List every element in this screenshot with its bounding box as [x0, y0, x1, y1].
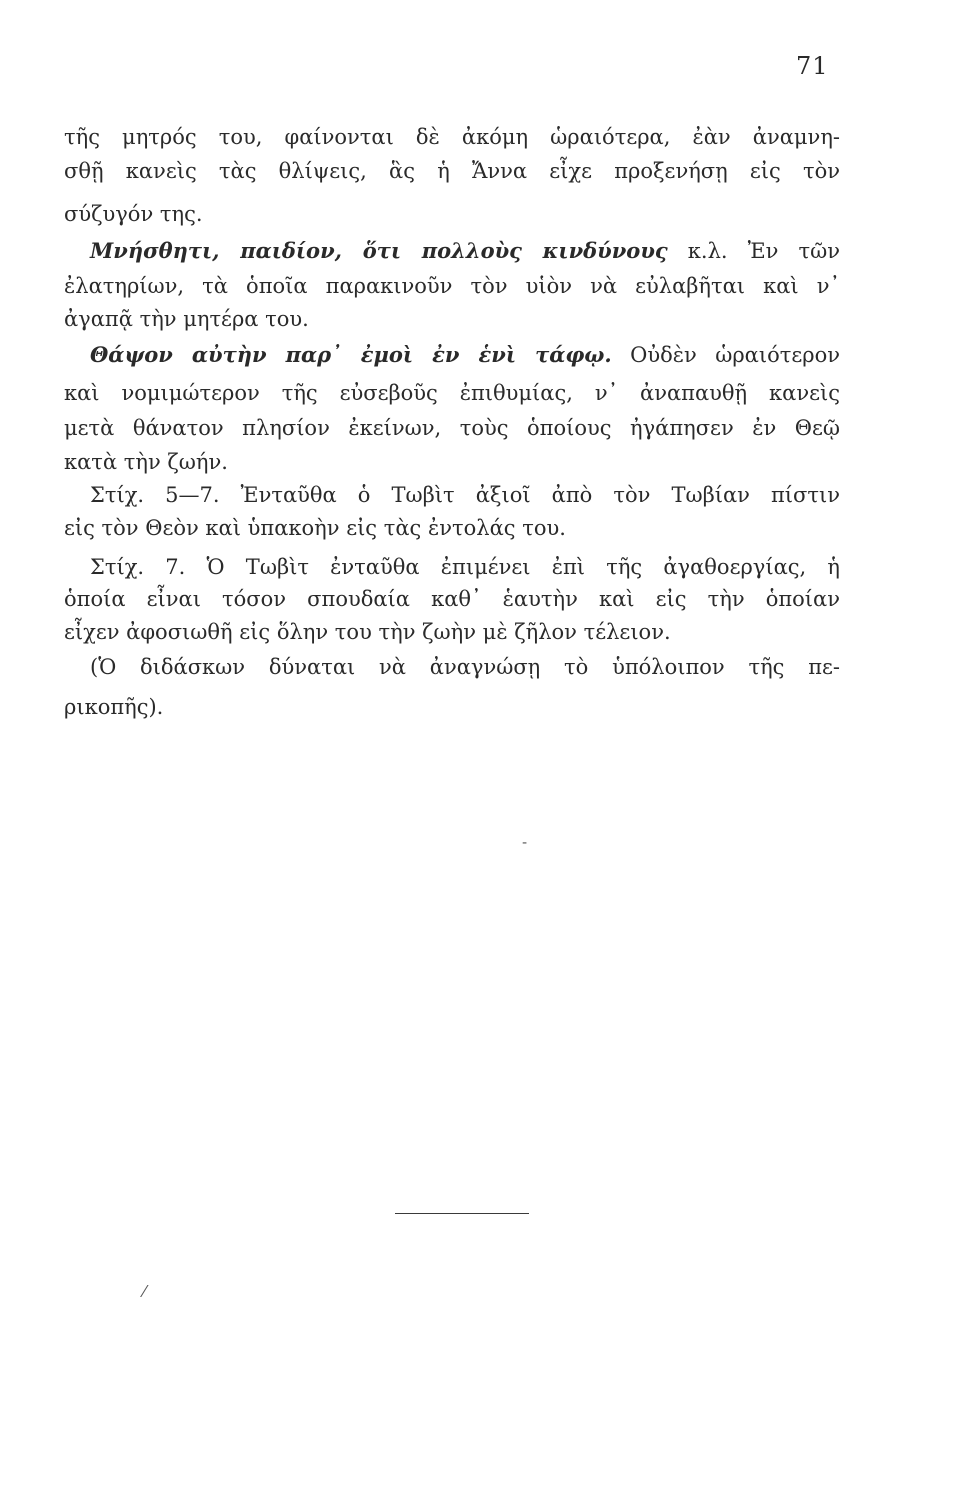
text-line: εἶχεν ἀφοσιωθῆ εἰς ὅλην του τὴν ζωὴν μὲ ζῆλον τέλειον.	[64, 620, 671, 644]
text-line: εἰς τὸν Θεὸν καὶ ὑπακοὴν εἰς τὰς ἐντολάς του.	[64, 516, 566, 540]
text-span: Οὐδὲν ὡραιότερον	[611, 343, 840, 367]
print-mark: ⁄	[143, 1282, 146, 1301]
text-line: καὶ νομιμώτερον τῆς εὐσεβοῦς ἐπιθυμίας, ν᾽ ἀναπαυθῇ κανεὶς	[64, 381, 840, 405]
text-line	[90, 340, 840, 370]
page-number: 71	[796, 52, 829, 80]
bold-lemma: Θάψον αὐτὴν παρ᾽ ἐμοὶ ἐν ἑνὶ τάφῳ.	[90, 342, 612, 367]
text-line: κατὰ τὴν ζωήν.	[64, 450, 228, 474]
text-line	[90, 236, 840, 266]
section-divider	[395, 1213, 529, 1214]
text-line: ἀγαπᾷ τὴν μητέρα του.	[64, 307, 309, 331]
text-line: ἐλατηρίων, τὰ ὁποῖα παρακινοῦν τὸν υἱὸν νὰ εὐλαβῆται καὶ ν᾽	[64, 274, 840, 298]
text-line: τῆς μητρός του, φαίνονται δὲ ἀκόμη ὡραιότερα, ἐὰν ἀναμνη-	[64, 125, 840, 149]
text-line: Στίχ. 5—7. Ἐνταῦθα ὁ Τωβὶτ ἀξιοῖ ἀπὸ τὸν Τωβίαν πίστιν	[90, 483, 840, 507]
text-line: ὁποία εἶναι τόσον σπουδαία καθ᾽ ἑαυτὴν καὶ εἰς τὴν ὁποίαν	[64, 587, 840, 611]
text-span: κ.λ. Ἐν τῶν	[667, 239, 841, 263]
text-line: μετὰ θάνατον πλησίον ἐκείνων, τοὺς ὁποίους ἠγάπησεν ἐν Θεῷ	[64, 416, 840, 440]
text-line: Στίχ. 7. Ὁ Τωβὶτ ἐνταῦθα ἐπιμένει ἐπὶ τῆς ἀγαθοεργίας, ἡ	[90, 555, 840, 579]
bold-lemma: Μνήσθητι, παιδίον, ὅτι πολλοὺς κινδύνους	[90, 238, 668, 263]
text-line: ρικοπῆς).	[64, 695, 164, 719]
print-mark: ˗	[522, 832, 528, 851]
text-line: σύζυγόν της.	[64, 202, 203, 226]
text-line: (Ὁ διδάσκων δύναται νὰ ἀναγνώσῃ τὸ ὑπόλοιπον τῆς πε-	[90, 655, 840, 679]
text-line: σθῇ κανεὶς τὰς θλίψεις, ἃς ἡ Ἄννα εἶχε προξενήσῃ εἰς τὸν	[64, 159, 840, 183]
